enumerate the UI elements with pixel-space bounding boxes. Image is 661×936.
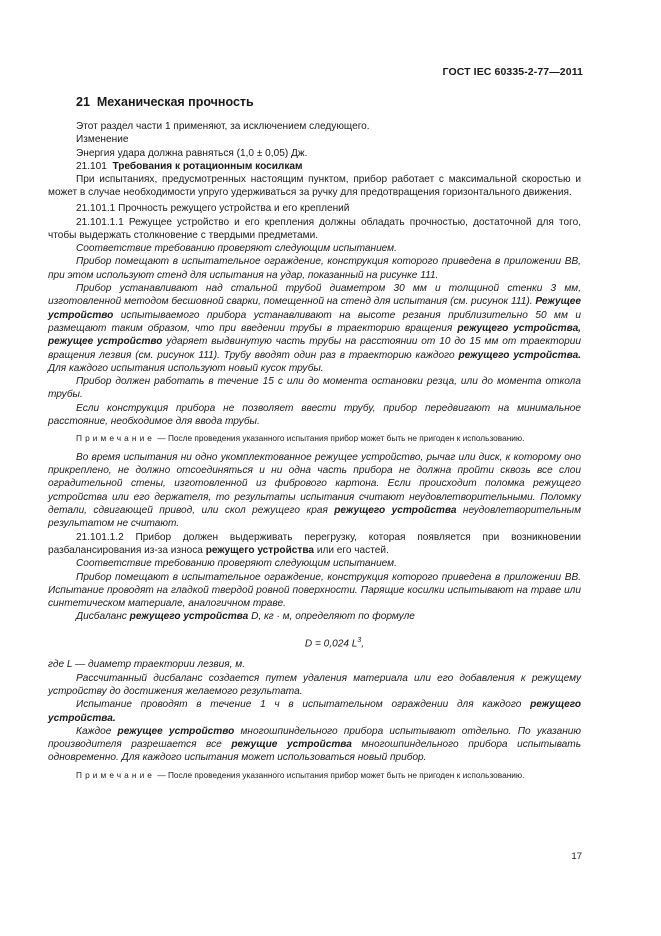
paragraph: 21.101.1.1 Режущее устройство и его крепления должны обладать прочностью, достаточной для того, чтобы выдержать столкновение с твердыми предметами. bbox=[48, 216, 581, 241]
document-body bbox=[48, 120, 581, 787]
term-bold: режущего устройства bbox=[205, 544, 315, 556]
note bbox=[48, 770, 581, 782]
formula-punct: , bbox=[361, 638, 365, 650]
section-number: 21 bbox=[76, 95, 90, 109]
term-bold: Режущее устройство bbox=[48, 296, 581, 321]
text-run: Каждое bbox=[76, 725, 118, 737]
page-number: 17 bbox=[571, 851, 582, 862]
note-text: — После проведения указанного испытания прибор может быть не пригоден к использованию. bbox=[155, 769, 525, 780]
paragraph: Рассчитанный дисбаланс создается путем удаления материала или его добавления к режущему устройству до достижения желаемого результата. bbox=[48, 672, 581, 697]
text-run: Испытание проводят в течение 1 ч в испытательном ограждении для каждого bbox=[76, 699, 531, 711]
term-bold: режущие устройства bbox=[231, 739, 352, 751]
paragraph: Прибор помещают в испытательное ограждение, конструкция которого приведена в приложении ВВ, при этом используют стенд для испытания на удар, показанный на рисунке 111. bbox=[48, 256, 581, 281]
term-bold: режущего устройства bbox=[129, 611, 249, 623]
note-text: — После проведения указанного испытания прибор может быть не пригоден к использованию. bbox=[155, 433, 525, 444]
paragraph bbox=[48, 725, 581, 765]
paragraph bbox=[48, 531, 581, 558]
term-bold: режущего устройства bbox=[334, 505, 457, 517]
formula bbox=[48, 634, 581, 651]
note bbox=[48, 433, 581, 445]
note-label: Примечание bbox=[76, 769, 156, 780]
text-run: многошпиндельного прибора испытывают отдельно. По указанию производителя разрешается все bbox=[48, 725, 581, 751]
paragraph: Прибор помещают в испытательное ограждение, конструкция которого приведена в приложении ВВ. Испытание проводят на гладкой твердой ровной поверхности. Парящие косилки испытывают на траве или синтетическом материале, аналогичном траве. bbox=[48, 571, 581, 610]
text-run: ударяет выдвинутую часть трубы на расстоянии от 10 до 15 мм от траектории вращения лезвия (см. рисунок 111). Трубу вводят один раз в траекторию каждого bbox=[48, 336, 581, 361]
paragraph: Соответствие требованию проверяют следующим испытанием. bbox=[76, 243, 397, 255]
clause-title: Требования к ротационным косилкам bbox=[112, 160, 303, 172]
text-run: D, кг · м, определяют по формуле bbox=[248, 611, 415, 623]
text-run: Для каждого испытания используют новый кусок трубы. bbox=[48, 362, 324, 374]
section-title bbox=[76, 95, 254, 109]
text-run: многошпиндельного прибора испытывать одновременно. Для каждого испытания может использоваться новый прибор. bbox=[48, 739, 581, 764]
term-bold: режущего устройства. bbox=[458, 349, 581, 361]
term-bold: режущее устройство bbox=[117, 725, 235, 737]
term-bold: режущего устройства. bbox=[48, 699, 581, 724]
text-run: Дисбаланс bbox=[76, 611, 130, 623]
text-run: испытываемого прибора устанавливают на высоте резания приблизительно 50 мм и размещают таким образом, что при введении трубы в траекторию вращения bbox=[48, 309, 581, 334]
paragraph: Прибор должен работать в течение 15 с или до момента остановки резца, или до момента откола трубы. bbox=[48, 376, 581, 401]
paragraph: Этот раздел части 1 применяют, за исключением следующего. bbox=[76, 121, 370, 132]
paragraph: где L — диаметр траектории лезвия, м. bbox=[48, 659, 245, 671]
paragraph: Изменение bbox=[76, 134, 129, 146]
paragraph: Соответствие требованию проверяют следующим испытанием. bbox=[76, 558, 397, 570]
paragraph bbox=[48, 451, 581, 531]
note-label: Примечание bbox=[76, 433, 156, 444]
text-run: неудовлетворительным результатом не считают. bbox=[48, 505, 581, 530]
clause-number: 21.101 bbox=[76, 160, 107, 172]
text-run: или его частей. bbox=[314, 544, 389, 556]
formula-text: D = 0,024 L bbox=[304, 638, 358, 650]
paragraph: Если конструкция прибора не позволяет ввести трубу, прибор передвигают на минимальное расстояние, необходимое для ввода трубы. bbox=[48, 402, 581, 428]
text-run: Прибор устанавливают над стальной трубой диаметром 30 мм и толщиной стенки 3 мм, изготовленной методом бесшовной сварки, помещенной на стенд для испытания (см. рисунок 111). bbox=[48, 283, 581, 308]
paragraph bbox=[48, 610, 581, 623]
paragraph bbox=[48, 282, 581, 375]
text-run: Во время испытания ни одно укомплектованное режущее устройство, рычаг или диск, к которому оно прикреплено, не должно отсоединяться и ни одна часть прибора не должна пройти сквозь все слои оградительной стены, изготовленной из фибрового картона. Если происходит поломка режущего устройства или его держателя, то результаты испытания считают неудовлетворительными. Поломку детали, сдвигающей привод, или скол режущего края bbox=[48, 451, 581, 517]
paragraph: При испытаниях, предусмотренных настоящим пунктом, прибор работает с максимальной скоростью и может в случае необходимости упруго удерживаться за ручку для предотвращения горизонтального движения. bbox=[48, 174, 581, 199]
standard-header: ГОСТ IEC 60335-2-77—2011 bbox=[442, 66, 583, 78]
formula-exponent: 3 bbox=[357, 636, 362, 644]
term-bold: режущего устройства, режущее устройство bbox=[48, 322, 581, 348]
paragraph: Энергия удара должна равняться (1,0 ± 0,05) Дж. bbox=[76, 147, 308, 159]
clause-heading bbox=[48, 160, 581, 173]
text-run: 21.101.1.2 Прибор должен выдерживать перегрузку, которая появляется при возникновении разбалансирования из-за износа bbox=[48, 531, 581, 556]
section-title-text: Механическая прочность bbox=[96, 95, 254, 109]
paragraph bbox=[48, 698, 581, 725]
paragraph: 21.101.1 Прочность режущего устройства и его креплений bbox=[76, 203, 350, 215]
